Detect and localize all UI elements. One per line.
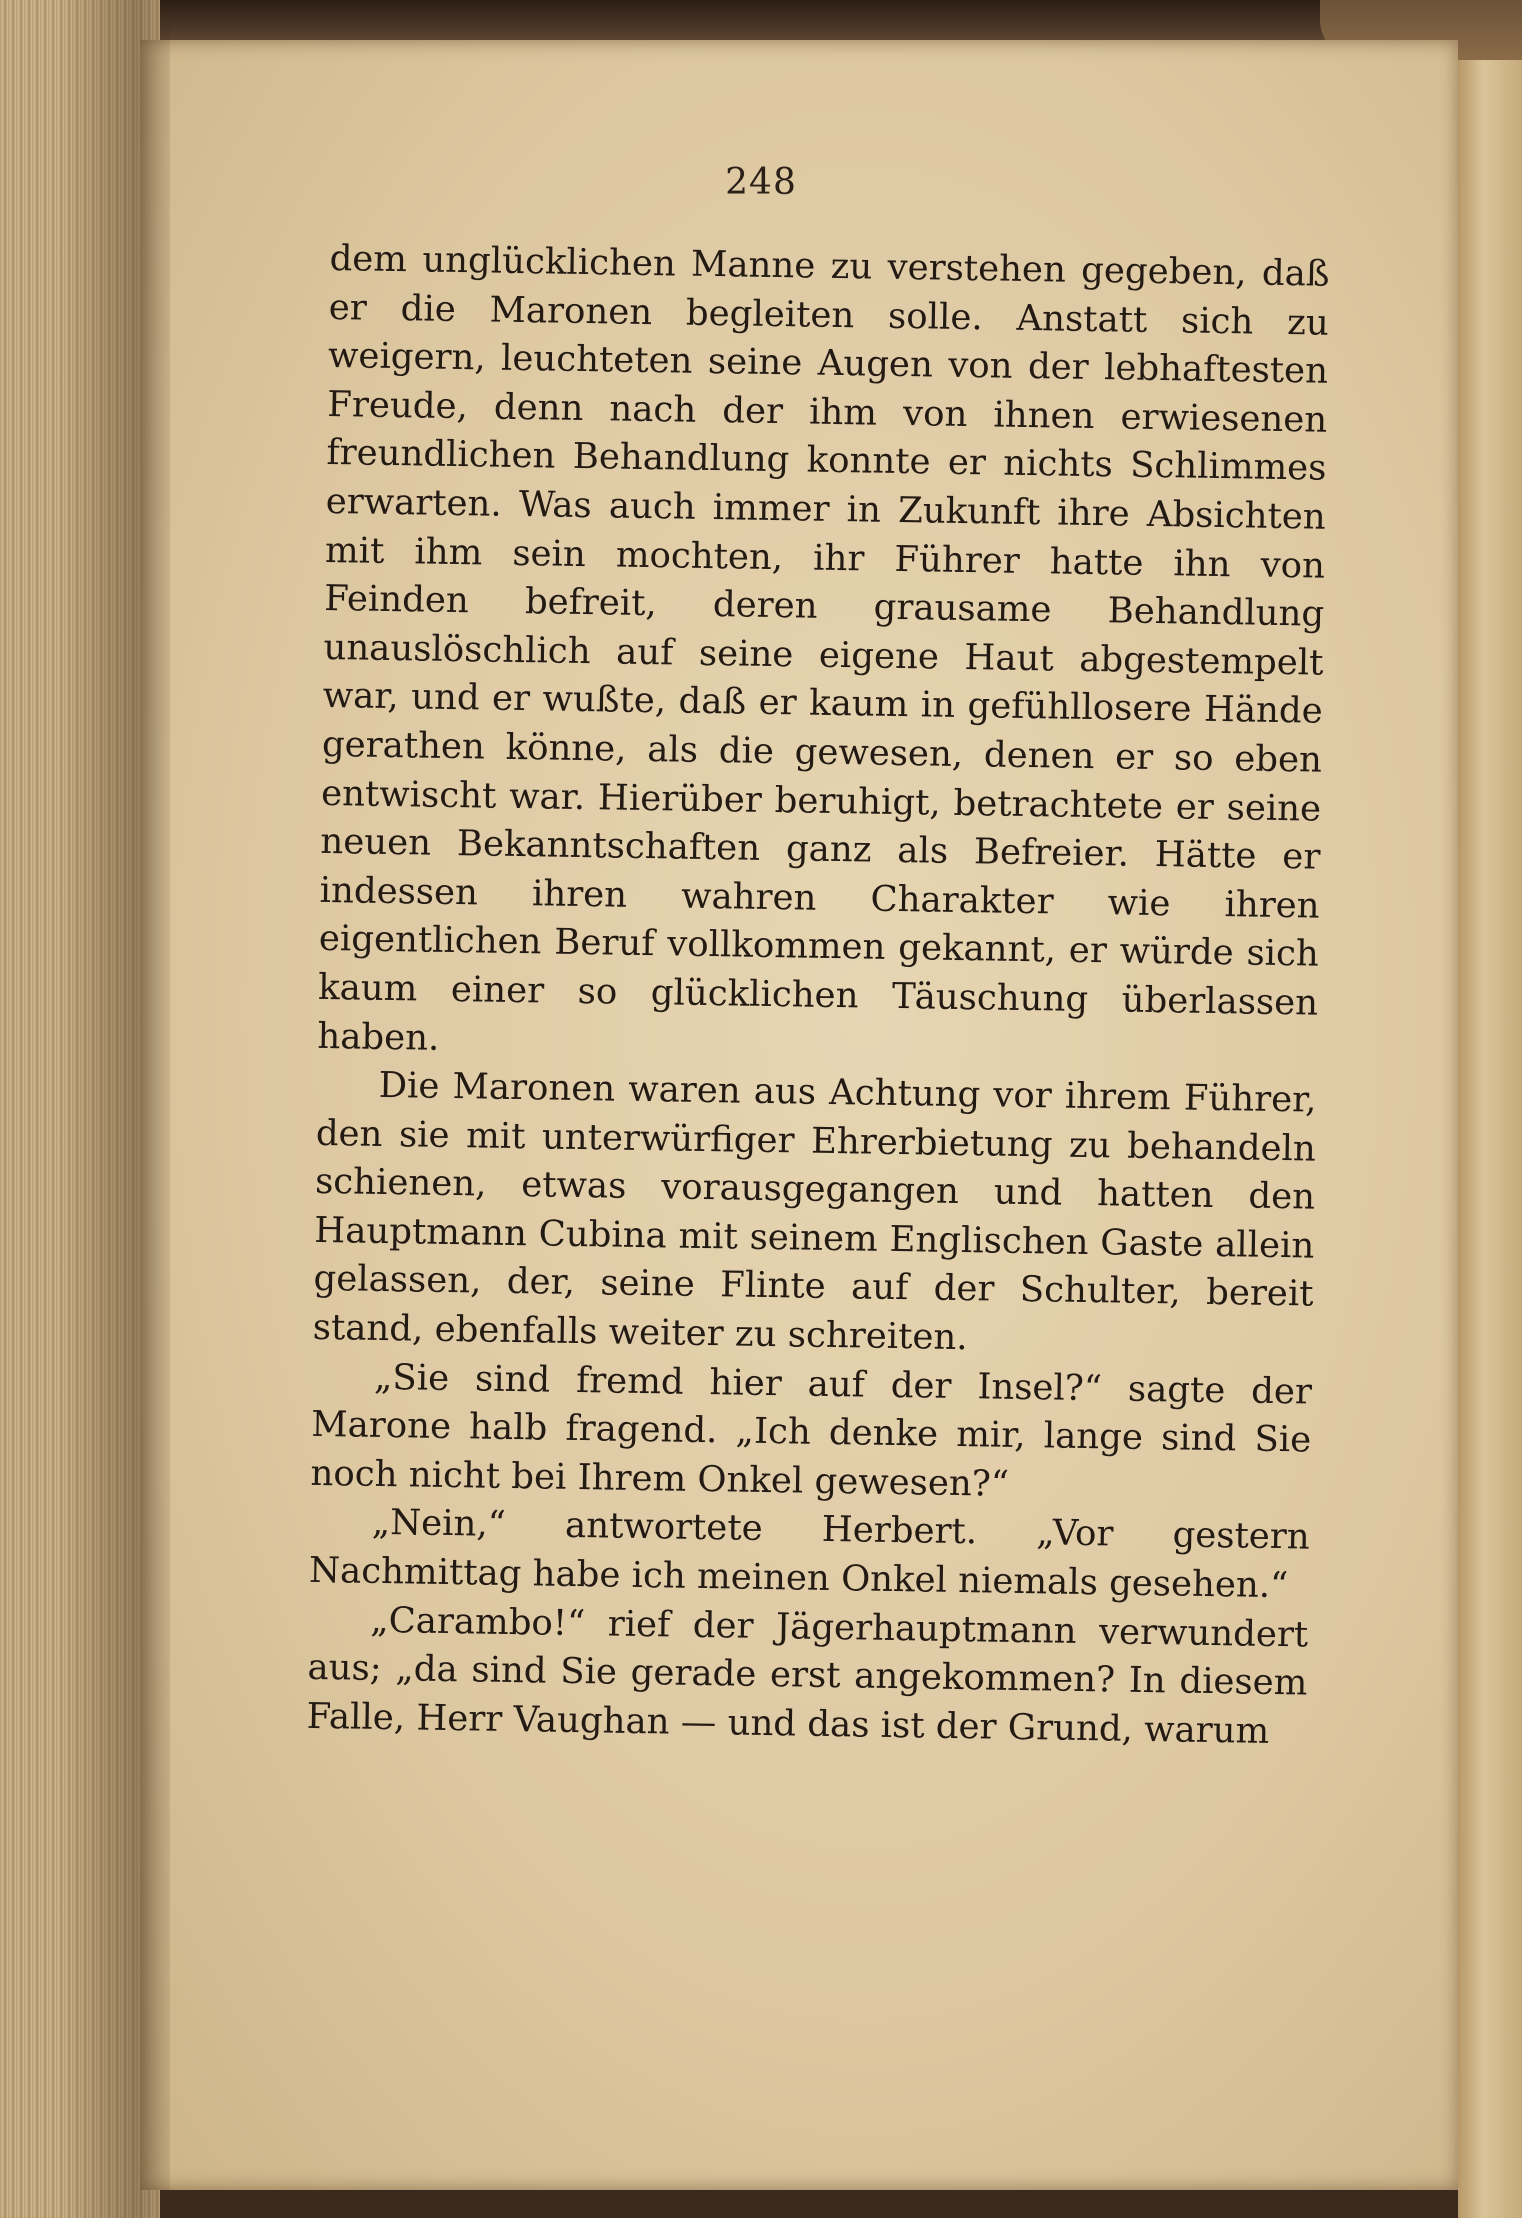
paragraph: Die Maronen waren aus Achtung vor ihrem Führer, den sie mit unterwürfiger Ehrerbietung zu behandeln schienen, etwas vorausgegangen und hatten den Hauptmann Cubina mit seinem Englischen Gaste allein gelassen, der, seine Flinte auf der Schulter, bereit stand, ebenfalls weiter zu schreiten. <box>312 1064 1317 1359</box>
paragraph: „Carambo!“ rief der Jägerhauptmann verwundert aus; „da sind Sie gerade erst angekommen? In diesem Falle, Herr Vaughan — und das ist der Grund, warum <box>306 1599 1309 1752</box>
background-top <box>0 0 1522 40</box>
paragraph: „Nein,“ antwortete Herbert. „Vor gestern Nachmittag habe ich meinen Onkel niemals gesehen.“ <box>308 1502 1310 1607</box>
page-number: 248 <box>725 162 797 203</box>
paragraph: „Sie sind fremd hier auf der Insel?“ sagte der Marone halb fragend. „Ich denke mir, lange sind Sie noch nicht bei Ihrem Onkel gewesen?“ <box>310 1356 1313 1505</box>
next-page-edge <box>1458 60 1522 2218</box>
spine-shadow <box>60 0 170 2218</box>
paragraph: dem unglücklichen Manne zu verstehen gegeben, daß er die Maronen begleiten solle. Anstatt sich zu weigern, leuchteten seine Augen von der lebhaftesten Freude, denn nach der ihm von ihnen erwiesenen freundlichen Behandlung konnte er nichts Schlimmes erwarten. Was auch immer in Zukunft ihre Absichten mit ihm sein mochten, ihr Führer hatte ihn von Feinden befreit, deren grausame Behandlung unauslöschlich auf seine eigene Haut abgestempelt war, und er wußte, daß er kaum in gefühllosere Hände gerathen könne, als die gewesen, denen er so eben entwischt war. Hierüber beruhigt, betrachtete er seine neuen Bekanntschaften ganz als Befreier. Hätte er indessen ihren wahren Charakter wie ihren eigentlichen Beruf vollkommen gekannt, er würde sich kaum einer so glücklichen Täuschung überlassen haben. <box>317 237 1330 1059</box>
page-text <box>306 235 1330 1757</box>
